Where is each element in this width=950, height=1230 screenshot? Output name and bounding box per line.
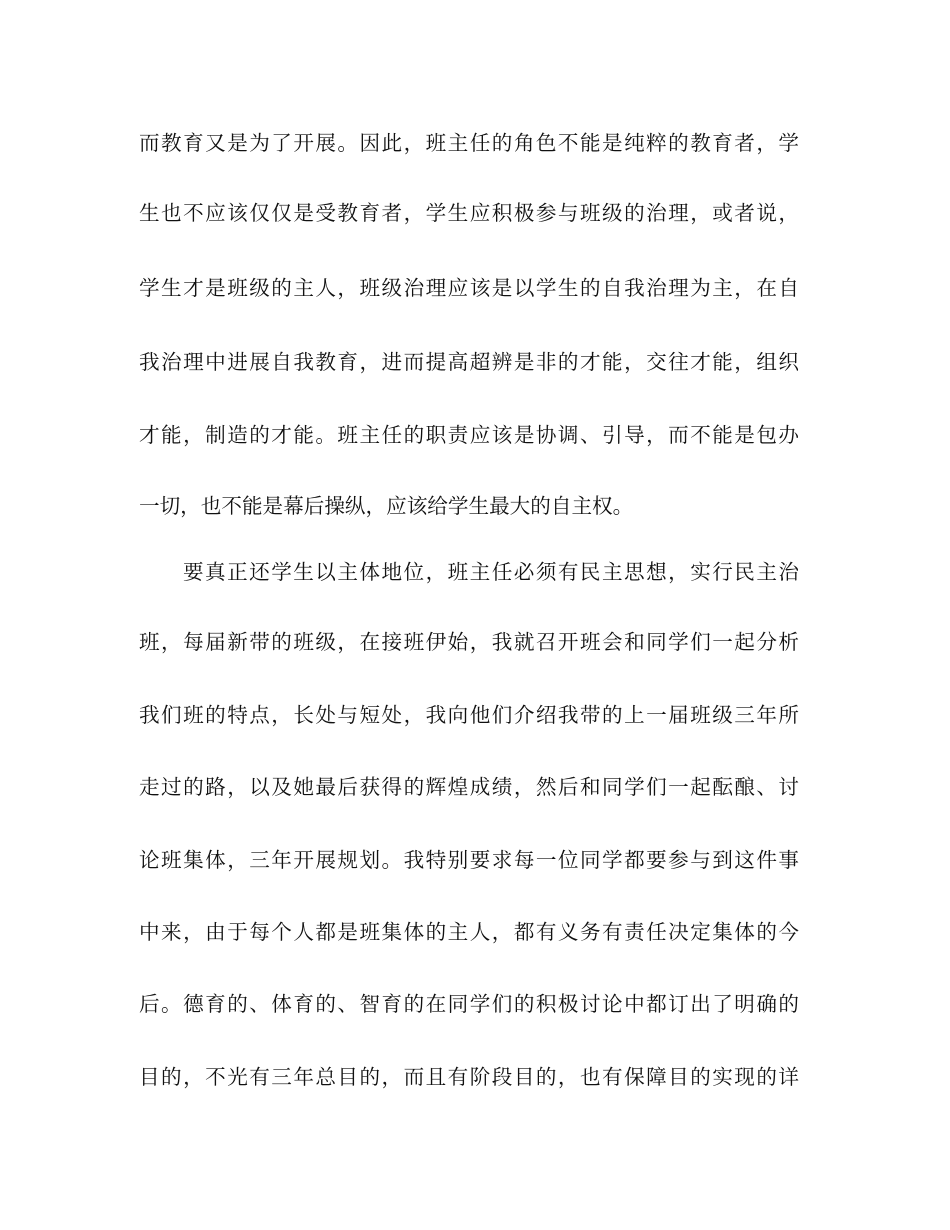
text-line: 要真正还学生以主体地位，班主任必须有民主思想，实行民主治 (183, 560, 799, 584)
text-line: 一切，也不能是幕后操纵，应该给学生最大的自主权。 (139, 494, 634, 518)
text-line: 论班集体，三年开展规划。我特别要求每一位同学都要参与到这件事 (139, 848, 799, 872)
text-line: 学生才是班级的主人，班级治理应该是以学生的自我治理为主，在自 (139, 276, 799, 300)
text-line: 中来，由于每个人都是班集体的主人，都有义务有责任决定集体的今 (139, 920, 799, 944)
text-line: 而教育又是为了开展。因此，班主任的角色不能是纯粹的教育者，学 (139, 131, 799, 155)
text-line: 后。德育的、体育的、智育的在同学们的积极讨论中都订出了明确的 (139, 992, 799, 1016)
text-line: 我们班的特点，长处与短处，我向他们介绍我带的上一届班级三年所 (139, 703, 799, 727)
text-line: 我治理中进展自我教育，进而提高超辨是非的才能，交往才能，组织 (139, 350, 799, 374)
text-line: 班，每届新带的班级，在接班伊始，我就召开班会和同学们一起分析 (139, 630, 799, 654)
text-line: 走过的路，以及她最后获得的辉煌成绩，然后和同学们一起酝酿、讨 (139, 775, 799, 799)
text-line: 目的，不光有三年总目的，而且有阶段目的，也有保障目的实现的详 (139, 1065, 799, 1089)
text-line: 才能，制造的才能。班主任的职责应该是协调、引导，而不能是包办 (139, 423, 799, 447)
text-line: 生也不应该仅仅是受教育者，学生应积极参与班级的治理，或者说， (139, 201, 799, 225)
